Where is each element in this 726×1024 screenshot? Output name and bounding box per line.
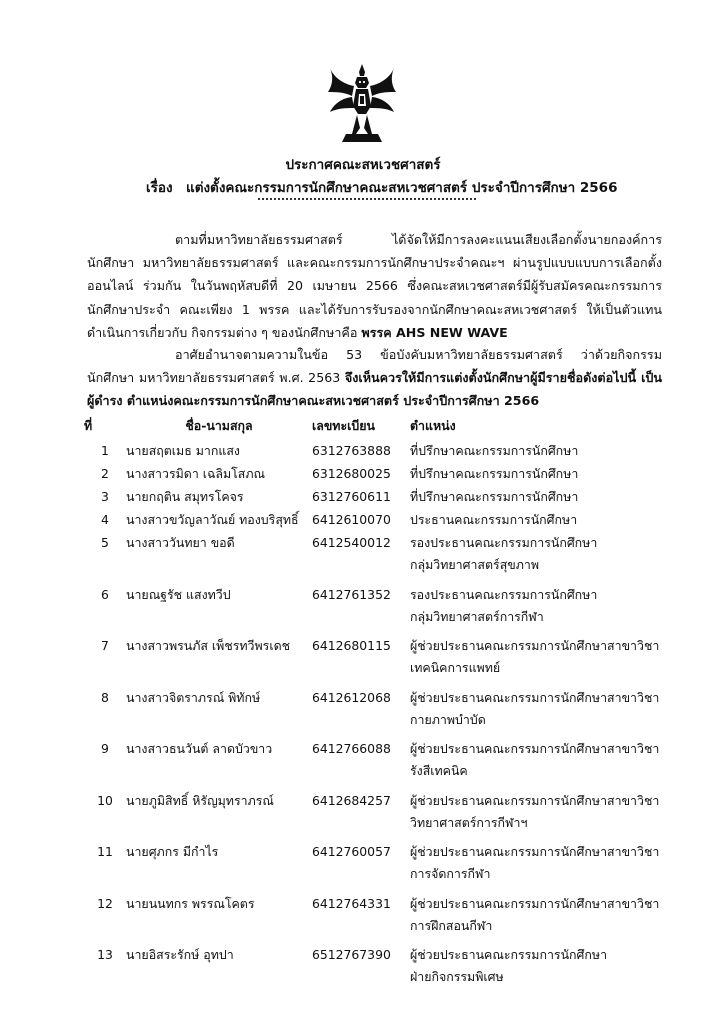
position-line-1: ที่ปรึกษาคณะกรรมการนักศึกษา xyxy=(410,466,579,481)
member-name: นายนนทกร พรรณโคตร xyxy=(126,895,255,911)
row-number: 10 xyxy=(97,792,113,808)
position-line-2: วิทยาศาสตร์การกีฬาฯ xyxy=(410,814,528,830)
member-name: นางสาวขวัญลาวัณย์ ทองบริสุทธิ์ xyxy=(126,512,299,527)
subject-label: เรื่อง xyxy=(146,180,173,196)
member-position xyxy=(410,509,660,532)
position-line-1: ผู้ช่วยประธานคณะกรรมการนักศึกษาสาขาวิชา xyxy=(410,895,660,911)
member-position xyxy=(410,687,660,739)
position-line-1: ผู้ช่วยประธานคณะกรรมการนักศึกษาสาขาวิชา xyxy=(410,638,660,653)
student-id: 6412680115 xyxy=(312,638,391,653)
student-id: 6312763888 xyxy=(312,443,391,458)
student-id: 6512767390 xyxy=(312,947,391,962)
table-row xyxy=(84,944,660,996)
table-row xyxy=(84,841,660,893)
table-row xyxy=(84,635,660,687)
position-line-1: ผู้ช่วยประธานคณะกรรมการนักศึกษาสาขาวิชา xyxy=(410,689,660,705)
announcement-title: ประกาศคณะสหเวชศาสตร์ xyxy=(285,157,441,173)
position-line-1: ผู้ช่วยประธานคณะกรรมการนักศึกษา xyxy=(410,947,608,962)
student-id: 6412610070 xyxy=(312,512,391,527)
table-row xyxy=(84,440,660,463)
paragraph-intro xyxy=(87,228,662,344)
subject-text: แต่งตั้งคณะกรรมการนักศึกษาคณะสหเวชศาสตร์ ประจำปีการศึกษา 2566 xyxy=(186,180,618,196)
student-id: 6412612068 xyxy=(312,689,391,705)
dotted-separator xyxy=(258,198,476,200)
member-name: นางสาวธนวันต์ ลาดบัวขาว xyxy=(126,741,273,756)
member-position xyxy=(410,584,660,636)
table-row xyxy=(84,486,660,509)
position-line-2: การจัดการกีฬา xyxy=(410,866,491,881)
party-name: พรรค AHS NEW WAVE xyxy=(361,324,508,340)
position-line-2: กลุ่มวิทยาศาสตร์การกีฬา xyxy=(410,608,544,624)
position-line-1: ที่ปรึกษาคณะกรรมการนักศึกษา xyxy=(410,489,579,504)
member-name: นางสาวพรนภัส เพ็ชรทวีพรเดช xyxy=(126,638,291,653)
table-header-row xyxy=(84,417,660,440)
row-number: 3 xyxy=(101,489,109,504)
student-id: 6412760057 xyxy=(312,844,391,859)
student-id: 6412761352 xyxy=(312,586,391,602)
member-position xyxy=(410,532,660,584)
student-id: 6412540012 xyxy=(312,535,391,550)
announcement-subject xyxy=(146,176,617,198)
position-line-2: กลุ่มวิทยาศาสตร์สุขภาพ xyxy=(410,557,540,572)
header-name: ชื่อ-นามสกุล xyxy=(185,418,253,433)
row-number: 9 xyxy=(101,741,109,756)
student-id: 6312680025 xyxy=(312,466,391,481)
row-number: 7 xyxy=(101,638,109,653)
header-position: ตำแหน่ง xyxy=(410,418,456,433)
position-line-2: กายภาพบำบัด xyxy=(410,711,486,727)
member-position xyxy=(410,738,660,790)
position-line-1: ผู้ช่วยประธานคณะกรรมการนักศึกษาสาขาวิชา xyxy=(410,844,660,859)
position-line-1: รองประธานคณะกรรมการนักศึกษา xyxy=(410,586,598,602)
position-line-2: ฝ่ายกิจกรรมพิเศษ xyxy=(410,969,504,984)
row-number: 5 xyxy=(101,535,109,550)
header-no: ที่ xyxy=(84,418,93,433)
member-position xyxy=(410,440,660,463)
row-number: 1 xyxy=(101,443,109,458)
table-row xyxy=(84,584,660,636)
row-number: 4 xyxy=(101,512,109,527)
position-line-2: การฝึกสอนกีฬา xyxy=(410,917,493,933)
member-name: นายกฤติน สมุทรโคจร xyxy=(126,489,244,504)
paragraph-authority xyxy=(87,343,662,413)
member-name: นายณฐรัช แสงทวีป xyxy=(126,586,231,602)
position-line-1: ผู้ช่วยประธานคณะกรรมการนักศึกษาสาขาวิชา xyxy=(410,792,660,808)
member-position xyxy=(410,463,660,486)
student-id: 6412766088 xyxy=(312,741,391,756)
table-row xyxy=(84,790,660,842)
table-row xyxy=(84,687,660,739)
paragraph-authority-bold: จึงเห็นควรให้มีการแต่งตั้งนักศึกษาผู้มีรายชื่อดังต่อไปนี้ เป็นผู้ดำรง ตำแหน่งคณะกรรมการนักศึกษาคณะสหเวชศาสตร์ ประจำปีการศึกษา 2566 xyxy=(87,370,662,409)
member-position xyxy=(410,790,660,842)
row-number: 13 xyxy=(97,947,113,962)
position-line-2: รังสีเทคนิค xyxy=(410,763,468,778)
member-position xyxy=(410,893,660,945)
member-position xyxy=(410,486,660,509)
table-row xyxy=(84,893,660,945)
position-line-1: รองประธานคณะกรรมการนักศึกษา xyxy=(410,535,598,550)
student-id: 6312760611 xyxy=(312,489,391,504)
position-line-1: ประธานคณะกรรมการนักศึกษา xyxy=(410,512,578,527)
table-row xyxy=(84,738,660,790)
member-name: นางสาววันทยา ขอดี xyxy=(126,535,235,550)
member-name: นายศุภกร มีกำไร xyxy=(126,844,219,859)
position-line-1: ที่ปรึกษาคณะกรรมการนักศึกษา xyxy=(410,443,579,458)
row-number: 2 xyxy=(101,466,109,481)
position-line-2: เทคนิคการแพทย์ xyxy=(410,660,501,675)
student-id: 6412764331 xyxy=(312,895,391,911)
row-number: 11 xyxy=(97,844,113,859)
table-row xyxy=(84,463,660,486)
header-student-id: เลขทะเบียน xyxy=(312,418,375,433)
member-name: นายภูมิสิทธิ์ หิรัญมุทราภรณ์ xyxy=(126,792,274,808)
garuda-emblem-icon xyxy=(326,62,398,144)
members-table xyxy=(84,417,660,996)
student-id: 6412684257 xyxy=(312,792,391,808)
member-position xyxy=(410,635,660,687)
paragraph-authority-text: อาศัยอำนาจตามความในข้อ 53 ข้อบังคับมหาวิทยาลัยธรรมศาสตร์ ว่าด้วยกิจกรรมนักศึกษา มหาวิทยาลัยธรรมศาสตร์ พ.ศ. 2563 xyxy=(87,347,662,386)
member-position xyxy=(410,841,660,893)
row-number: 8 xyxy=(101,689,109,705)
row-number: 6 xyxy=(101,586,109,602)
table-row xyxy=(84,509,660,532)
member-position xyxy=(410,944,660,996)
member-name: นางสาวจิตราภรณ์ พิทักษ์ xyxy=(126,689,261,705)
member-name: นายสฤตเมธ มากแสง xyxy=(126,443,240,458)
paragraph-intro-text: ตามที่มหาวิทยาลัยธรรมศาสตร์ ได้จัดให้มีการลงคะแนนเสียงเลือกตั้งนายกองค์การนักศึกษา มหาวิทยาลัยธรรมศาสตร์ และคณะกรรมการนักศึกษาประจำคณะฯ ผ่านรูปแบบแบบการเลือกตั้งออนไลน์ ร่วมกัน ในวันพฤหัสบดีที่ 20 เมษายน 2566 ซึ่งคณะสหเวชศาสตร์มีผู้รับสมัครคณะกรรมการนักศึกษาประจำ คณะเพียง 1 พรรค และได้รับการรับรองจากนักศึกษาคณะสหเวชศาสตร์ ให้เป็นตัวแทนดำเนินการเกี่ยวกับ กิจกรรมต่าง ๆ ของนักศึกษาคือ xyxy=(87,232,662,340)
row-number: 12 xyxy=(97,895,113,911)
member-name: นายอิสระรักษ์ อุทปา xyxy=(126,947,234,962)
table-row xyxy=(84,532,660,584)
member-name: นางสาวรมิดา เฉลิมโสภณ xyxy=(126,466,266,481)
position-line-1: ผู้ช่วยประธานคณะกรรมการนักศึกษาสาขาวิชา xyxy=(410,741,660,756)
